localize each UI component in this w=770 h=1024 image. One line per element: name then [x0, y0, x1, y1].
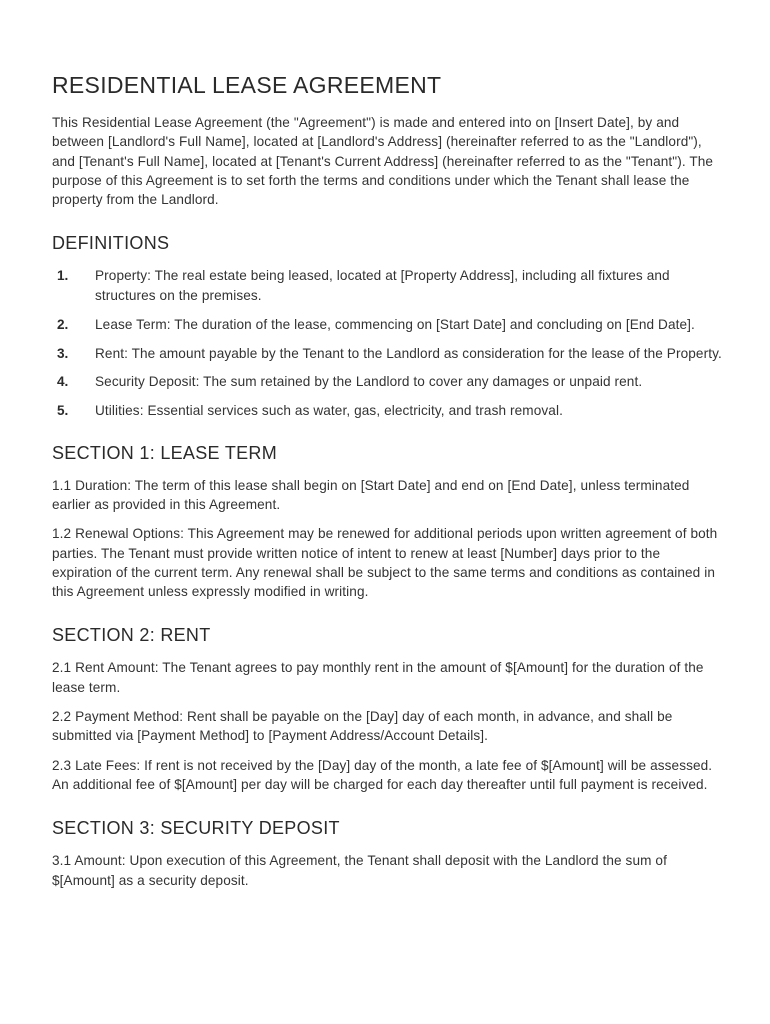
- definition-number: 3.: [57, 345, 69, 361]
- definition-text: Property: The real estate being leased, located at [Property Address], including all fixtures and structures on the premises.: [95, 268, 670, 303]
- definition-number: 5.: [57, 403, 69, 419]
- section-paragraph: 2.3 Late Fees: If rent is not received by the [Day] day of the month, a late fee of $[Amount] will be assessed. An additional fee of $[Amount] per day will be charged for each day thereafter until full payment is received.: [52, 757, 713, 792]
- section-paragraph: 3.1 Amount: Upon execution of this Agreement, the Tenant shall deposit with the Landlord the sum of $[Amount] as a security deposit.: [52, 853, 667, 888]
- section-paragraph: 2.2 Payment Method: Rent shall be payable on the [Day] day of each month, in advance, and shall be submitted via [Payment Method] to [Payment Address/Account Details].: [52, 709, 673, 744]
- definition-number: 4.: [57, 374, 69, 390]
- definitions-list: [52, 266, 722, 420]
- section-rent: [52, 623, 722, 794]
- definition-number: 1.: [57, 268, 69, 284]
- definition-item: [52, 266, 722, 305]
- definition-item: [52, 315, 722, 334]
- definition-text: Rent: The amount payable by the Tenant to the Landlord as consideration for the lease of the Property.: [95, 345, 722, 361]
- document-title: RESIDENTIAL LEASE AGREEMENT: [52, 72, 442, 98]
- definition-text: Security Deposit: The sum retained by the Landlord to cover any damages or unpaid rent.: [95, 374, 643, 390]
- section-security-deposit: [52, 816, 722, 890]
- section-paragraph: 1.2 Renewal Options: This Agreement may be renewed for additional periods upon written agreement of both parties. The Tenant must provide written notice of intent to renew at least [Number] days prior to the expiration of the current term. Any renewal shall be subject to the same terms and conditions as contained in this Agreement unless expressly modified in writing.: [52, 526, 718, 600]
- definition-item: [52, 372, 722, 391]
- intro-paragraph: This Residential Lease Agreement (the "Agreement") is made and entered into on [Insert Date], by and between [Landlord's Full Name], located at [Landlord's Address] (hereinafter referred to as the "Landlord"), and [Tenant's Full Name], located at [Tenant's Current Address] (hereinafter referred to as the "Tenant"). The purpose of this Agreement is to set forth the terms and conditions under which the Tenant shall lease the property from the Landlord.: [52, 115, 714, 208]
- definition-text: Lease Term: The duration of the lease, commencing on [Start Date] and concluding on [End Date].: [95, 316, 695, 332]
- section-paragraph: 2.1 Rent Amount: The Tenant agrees to pay monthly rent in the amount of $[Amount] for the duration of the lease term.: [52, 660, 704, 695]
- section-heading: SECTION 1: LEASE TERM: [52, 442, 278, 463]
- section-paragraph: 1.1 Duration: The term of this lease shall begin on [Start Date] and end on [End Date], unless terminated earlier as provided in this Agreement.: [52, 477, 690, 512]
- definitions-heading: DEFINITIONS: [52, 233, 170, 254]
- definition-item: [52, 401, 722, 420]
- definition-number: 2.: [57, 316, 69, 332]
- section-lease-term: [52, 441, 722, 602]
- definition-item: [52, 344, 722, 363]
- section-heading: SECTION 3: SECURITY DEPOSIT: [52, 818, 340, 839]
- section-heading: SECTION 2: RENT: [52, 625, 211, 646]
- definition-text: Utilities: Essential services such as water, gas, electricity, and trash removal.: [95, 403, 563, 419]
